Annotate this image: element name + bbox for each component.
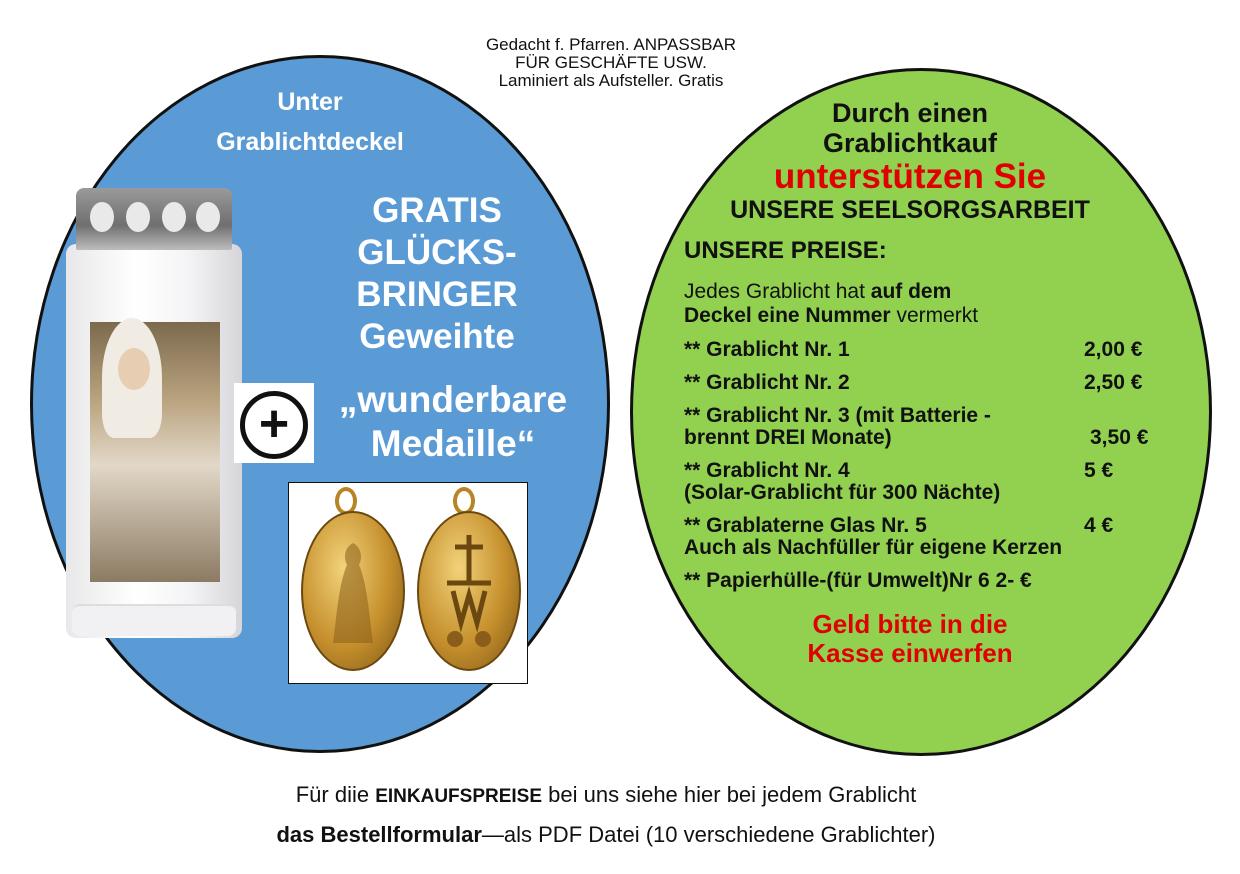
pastoral-heading: UNSERE SEELSORGSARBEIT <box>730 196 1090 224</box>
plus-icon: + <box>240 391 308 459</box>
prices-heading: UNSERE PREISE: <box>684 237 887 264</box>
gratis-line-1: GRATIS <box>372 191 502 230</box>
price-item-1-price: 2,00 € <box>1084 338 1143 361</box>
price-item-3-price: 3,50 € <box>1090 426 1149 449</box>
gratis-line-4: Geweihte <box>359 317 515 356</box>
price-item-6-name: ** Papierhülle-(für Umwelt)Nr 6 2- € <box>684 569 1032 592</box>
medal-text <box>318 378 588 466</box>
medal-text-line-2: Medaille“ <box>370 423 536 464</box>
gratis-line-2: GLÜCKS- <box>357 233 517 272</box>
gratis-text <box>318 190 556 358</box>
header-note-line-3: Laminiert als Aufsteller. Gratis <box>498 71 724 90</box>
intro-bold-1: auf dem <box>870 280 952 303</box>
header-note-line-2: FÜR GESCHÄFTE USW. <box>515 53 707 72</box>
madonna-figure-icon <box>303 513 403 669</box>
medal-front <box>301 511 405 671</box>
medal-back <box>417 511 521 671</box>
price-item-4-sub: (Solar-Grablicht für 300 Nächte) <box>684 481 1001 504</box>
price-item-3-sub: brennt DREI Monate) <box>684 426 892 449</box>
header-note-line-1: Gedacht f. Pfarren. ANPASSBAR <box>485 35 737 54</box>
price-item-1-name: ** Grablicht Nr. 1 <box>684 338 850 361</box>
lid-title-line-1: Unter <box>277 88 343 116</box>
footer-text-1c: bei uns siehe hier bei jedem Grablicht <box>542 782 917 807</box>
plus-icon-box <box>234 383 314 463</box>
madonna-face <box>118 348 150 390</box>
candle-lid <box>76 188 232 250</box>
medal-text-line-1: „wunderbare <box>338 379 568 420</box>
miraculous-medal-image <box>288 482 528 684</box>
footer-bold-1: EINKAUFSPREISE <box>375 786 543 807</box>
payment-note-line-2: Kasse einwerfen <box>807 638 1013 668</box>
price-item-4-price: 5 € <box>1084 459 1114 482</box>
price-item-2-price: 2,50 € <box>1084 371 1143 394</box>
green-heading-line-2: Grablichtkauf <box>822 128 998 158</box>
price-item-5-price: 4 € <box>1084 514 1114 537</box>
order-form-link[interactable]: das Bestellformular <box>276 822 482 847</box>
price-item-5-sub: Auch als Nachfüller für eigene Kerzen <box>684 536 1063 559</box>
grave-candle-image <box>66 188 242 638</box>
footer-text-2b: —als PDF Datei (10 verschiedene Grablichter) <box>481 822 936 847</box>
intro-bold-2: Deckel eine Nummer <box>684 304 891 327</box>
intro-text-1: Jedes Grablicht hat <box>684 280 871 303</box>
footer-line-2 <box>0 822 1212 848</box>
lid-title <box>190 82 430 162</box>
candle-base <box>72 604 236 636</box>
support-heading: unterstützen Sie <box>773 157 1047 196</box>
price-item-2-name: ** Grablicht Nr. 2 <box>684 371 850 394</box>
payment-note-line-1: Geld bitte in die <box>812 609 1008 639</box>
intro-text-2: vermerkt <box>890 304 979 327</box>
price-item-5-name: ** Grablaterne Glas Nr. 5 <box>684 514 927 537</box>
cross-monogram-icon <box>419 513 519 669</box>
green-heading-line-1: Durch einen <box>831 98 989 128</box>
footer-line-1 <box>0 782 1212 808</box>
footer-text-1a: Für diie <box>295 782 376 807</box>
price-item-3-name: ** Grablicht Nr. 3 (mit Batterie - <box>684 404 991 427</box>
green-heading <box>700 98 1120 158</box>
gratis-line-3: BRINGER <box>356 275 518 314</box>
lid-title-line-2: Grablichtdeckel <box>216 128 404 156</box>
payment-note <box>760 610 1060 668</box>
header-note <box>430 36 792 90</box>
prices-intro <box>684 280 978 328</box>
price-item-4-name: ** Grablicht Nr. 4 <box>684 459 850 482</box>
